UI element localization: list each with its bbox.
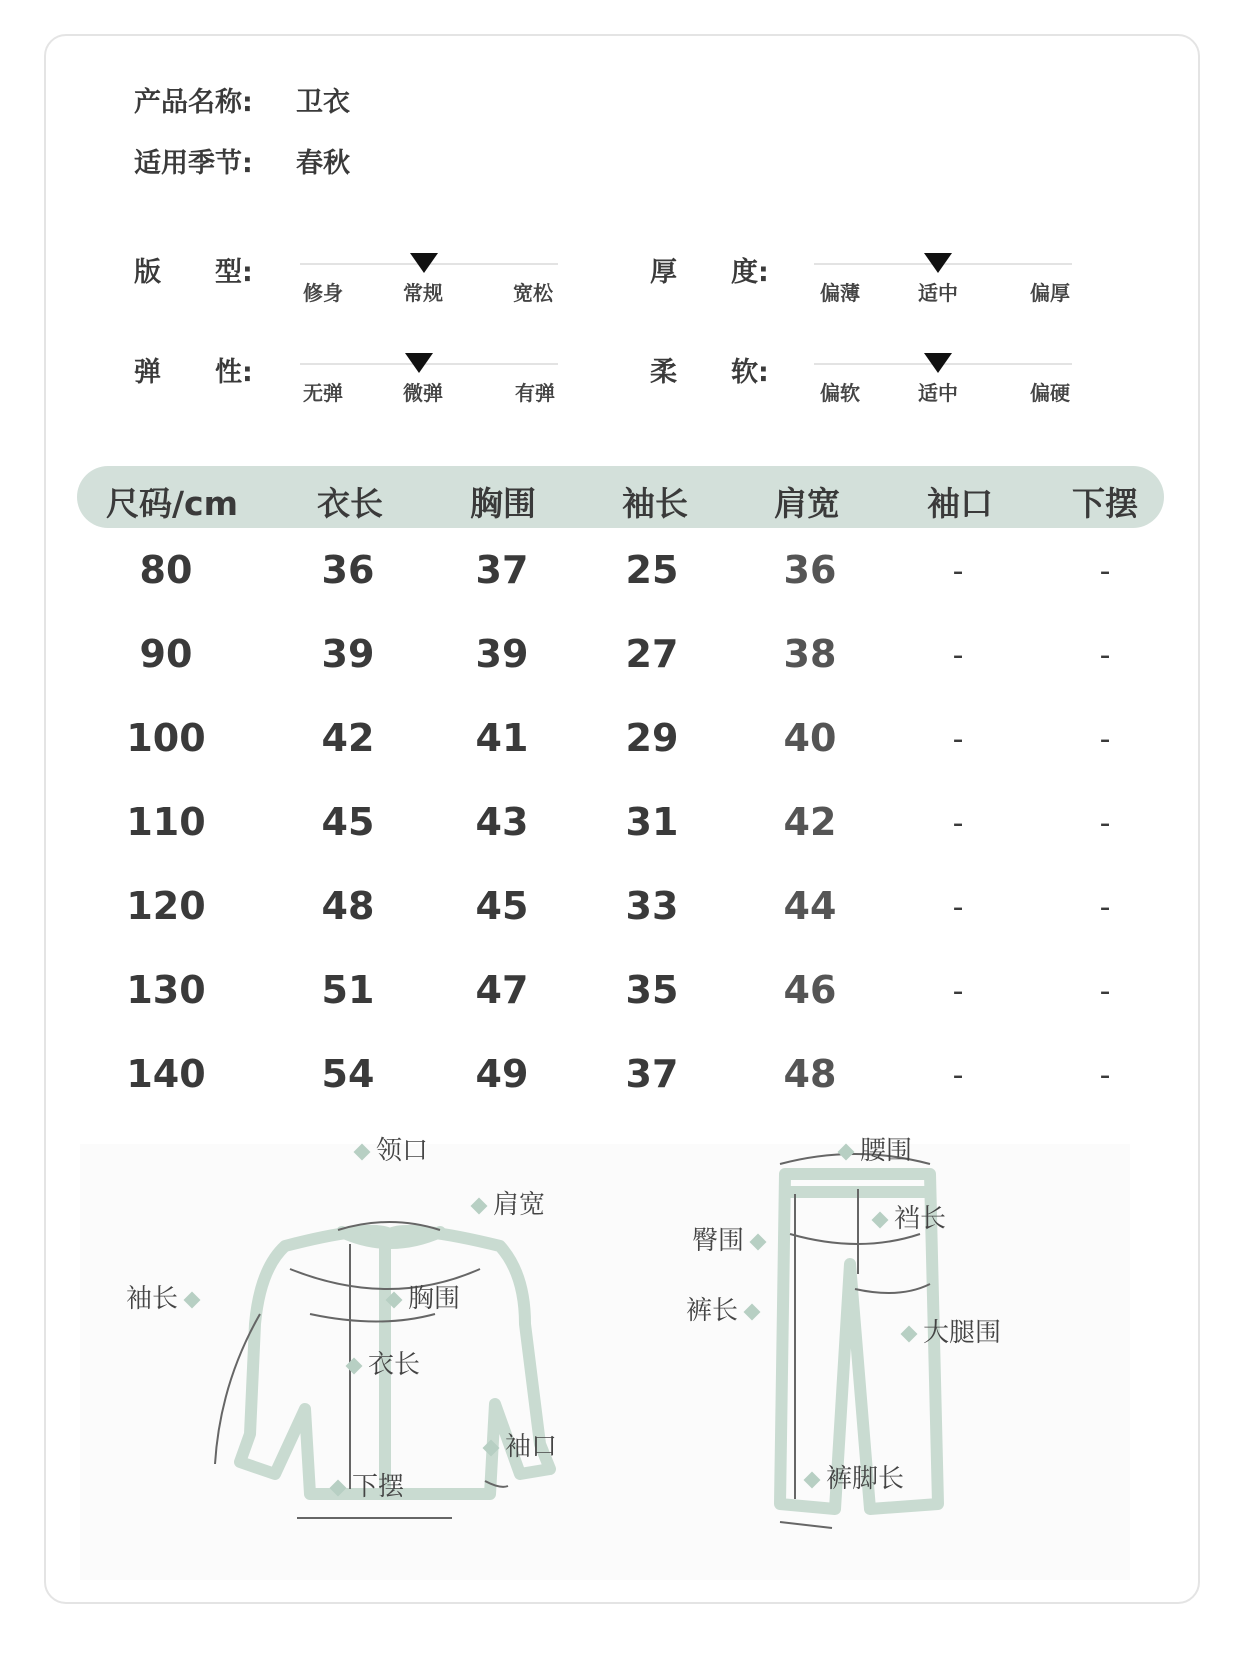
scale-option: 适中: [918, 281, 958, 305]
cell-length: 51: [321, 968, 375, 1012]
cell-hem: -: [1099, 722, 1111, 757]
cell-chest: 37: [475, 548, 529, 592]
label-length: 衣长: [340, 1344, 420, 1381]
label-cuff: 袖口: [477, 1426, 557, 1463]
table-row: [0, 716, 1240, 776]
cell-size: 80: [139, 548, 193, 592]
cell-shoulder: 42: [783, 800, 837, 844]
cell-hem: -: [1099, 554, 1111, 589]
cell-cuff: -: [952, 638, 964, 673]
scale-option: 偏软: [820, 381, 860, 405]
cell-chest: 47: [475, 968, 529, 1012]
header-shoulder: 肩宽: [774, 484, 840, 523]
cell-hem: -: [1099, 638, 1111, 673]
cell-sleeve: 29: [625, 716, 679, 760]
product-name-value: 卫衣: [296, 87, 350, 118]
cell-cuff: -: [952, 554, 964, 589]
cell-cuff: -: [952, 974, 964, 1009]
cell-chest: 39: [475, 632, 529, 676]
header-cuff: 袖口: [927, 484, 993, 523]
label-hem: 下摆: [324, 1466, 404, 1503]
header-length: 衣长: [317, 484, 383, 523]
header-size: 尺码/cm: [106, 484, 238, 523]
label-pants-length: 裤长: [686, 1290, 766, 1327]
cell-chest: 45: [475, 884, 529, 928]
label-waist: 腰围: [832, 1130, 912, 1167]
cell-shoulder: 40: [783, 716, 837, 760]
label-thigh: 大腿围: [895, 1312, 1001, 1349]
cell-length: 42: [321, 716, 375, 760]
label-shoulder: 肩宽: [465, 1184, 545, 1221]
table-row: [0, 800, 1240, 860]
label-hip: 臀围: [692, 1220, 772, 1257]
cell-hem: -: [1099, 1058, 1111, 1093]
season-value: 春秋: [296, 148, 350, 179]
scale-option: 无弹: [303, 381, 343, 405]
scale-option: 宽松: [513, 281, 553, 305]
scale-option: 适中: [918, 381, 958, 405]
garment-illustration: [80, 1144, 1130, 1580]
cell-shoulder: 44: [783, 884, 837, 928]
fit-label: 版 型:: [134, 257, 253, 288]
label-chest: 胸围: [380, 1278, 460, 1315]
cell-sleeve: 31: [625, 800, 679, 844]
cell-shoulder: 46: [783, 968, 837, 1012]
label-rise: 裆长: [866, 1198, 946, 1235]
scale-marker: [410, 253, 438, 273]
cell-shoulder: 36: [783, 548, 837, 592]
scale-option: 偏薄: [820, 281, 860, 305]
scale-option: 微弹: [403, 381, 443, 405]
cell-chest: 43: [475, 800, 529, 844]
cell-hem: -: [1099, 890, 1111, 925]
cell-cuff: -: [952, 806, 964, 841]
scale-marker: [405, 353, 433, 373]
label-sleeve: 袖长: [126, 1278, 206, 1315]
cell-hem: -: [1099, 974, 1111, 1009]
softness-label: 柔 软:: [650, 357, 769, 388]
cell-shoulder: 38: [783, 632, 837, 676]
cell-cuff: -: [952, 722, 964, 757]
table-row: [0, 548, 1240, 608]
label-collar: 领口: [348, 1130, 428, 1167]
cell-sleeve: 27: [625, 632, 679, 676]
cell-hem: -: [1099, 806, 1111, 841]
cell-sleeve: 37: [625, 1052, 679, 1096]
scale-option: 偏厚: [1030, 281, 1070, 305]
header-chest: 胸围: [470, 484, 536, 523]
cell-size: 110: [126, 800, 206, 844]
scale-option: 偏硬: [1030, 381, 1070, 405]
elasticity-scale: [300, 347, 558, 407]
cell-length: 45: [321, 800, 375, 844]
size-table-header: [77, 466, 1164, 528]
thickness-scale: [814, 247, 1072, 307]
elasticity-label: 弹 性:: [134, 357, 253, 388]
cell-length: 36: [321, 548, 375, 592]
table-row: [0, 884, 1240, 944]
cell-sleeve: 25: [625, 548, 679, 592]
scale-option: 常规: [403, 281, 443, 305]
fit-scale: [300, 247, 558, 307]
cell-size: 90: [139, 632, 193, 676]
cell-size: 140: [126, 1052, 206, 1096]
scale-marker: [924, 253, 952, 273]
season-label: 适用季节:: [134, 148, 253, 179]
header-hem: 下摆: [1072, 484, 1138, 523]
season-row: [134, 141, 350, 180]
scale-marker: [924, 353, 952, 373]
cell-shoulder: 48: [783, 1052, 837, 1096]
scale-option: 有弹: [515, 381, 555, 405]
softness-scale: [814, 347, 1072, 407]
cell-size: 120: [126, 884, 206, 928]
table-row: [0, 632, 1240, 692]
header-sleeve: 袖长: [622, 484, 688, 523]
table-row: [0, 1052, 1240, 1112]
label-leg-opening: 裤脚长: [798, 1458, 904, 1495]
cell-sleeve: 35: [625, 968, 679, 1012]
table-row: [0, 968, 1240, 1028]
cell-length: 48: [321, 884, 375, 928]
cell-length: 54: [321, 1052, 375, 1096]
cell-size: 100: [126, 716, 206, 760]
product-name-row: [134, 80, 350, 119]
product-name-label: 产品名称:: [134, 87, 253, 118]
thickness-label: 厚 度:: [650, 257, 769, 288]
cell-size: 130: [126, 968, 206, 1012]
scale-option: 修身: [303, 281, 343, 305]
cell-cuff: -: [952, 890, 964, 925]
cell-chest: 41: [475, 716, 529, 760]
measurement-diagram: [80, 1136, 1130, 1580]
cell-sleeve: 33: [625, 884, 679, 928]
cell-cuff: -: [952, 1058, 964, 1093]
cell-length: 39: [321, 632, 375, 676]
cell-chest: 49: [475, 1052, 529, 1096]
